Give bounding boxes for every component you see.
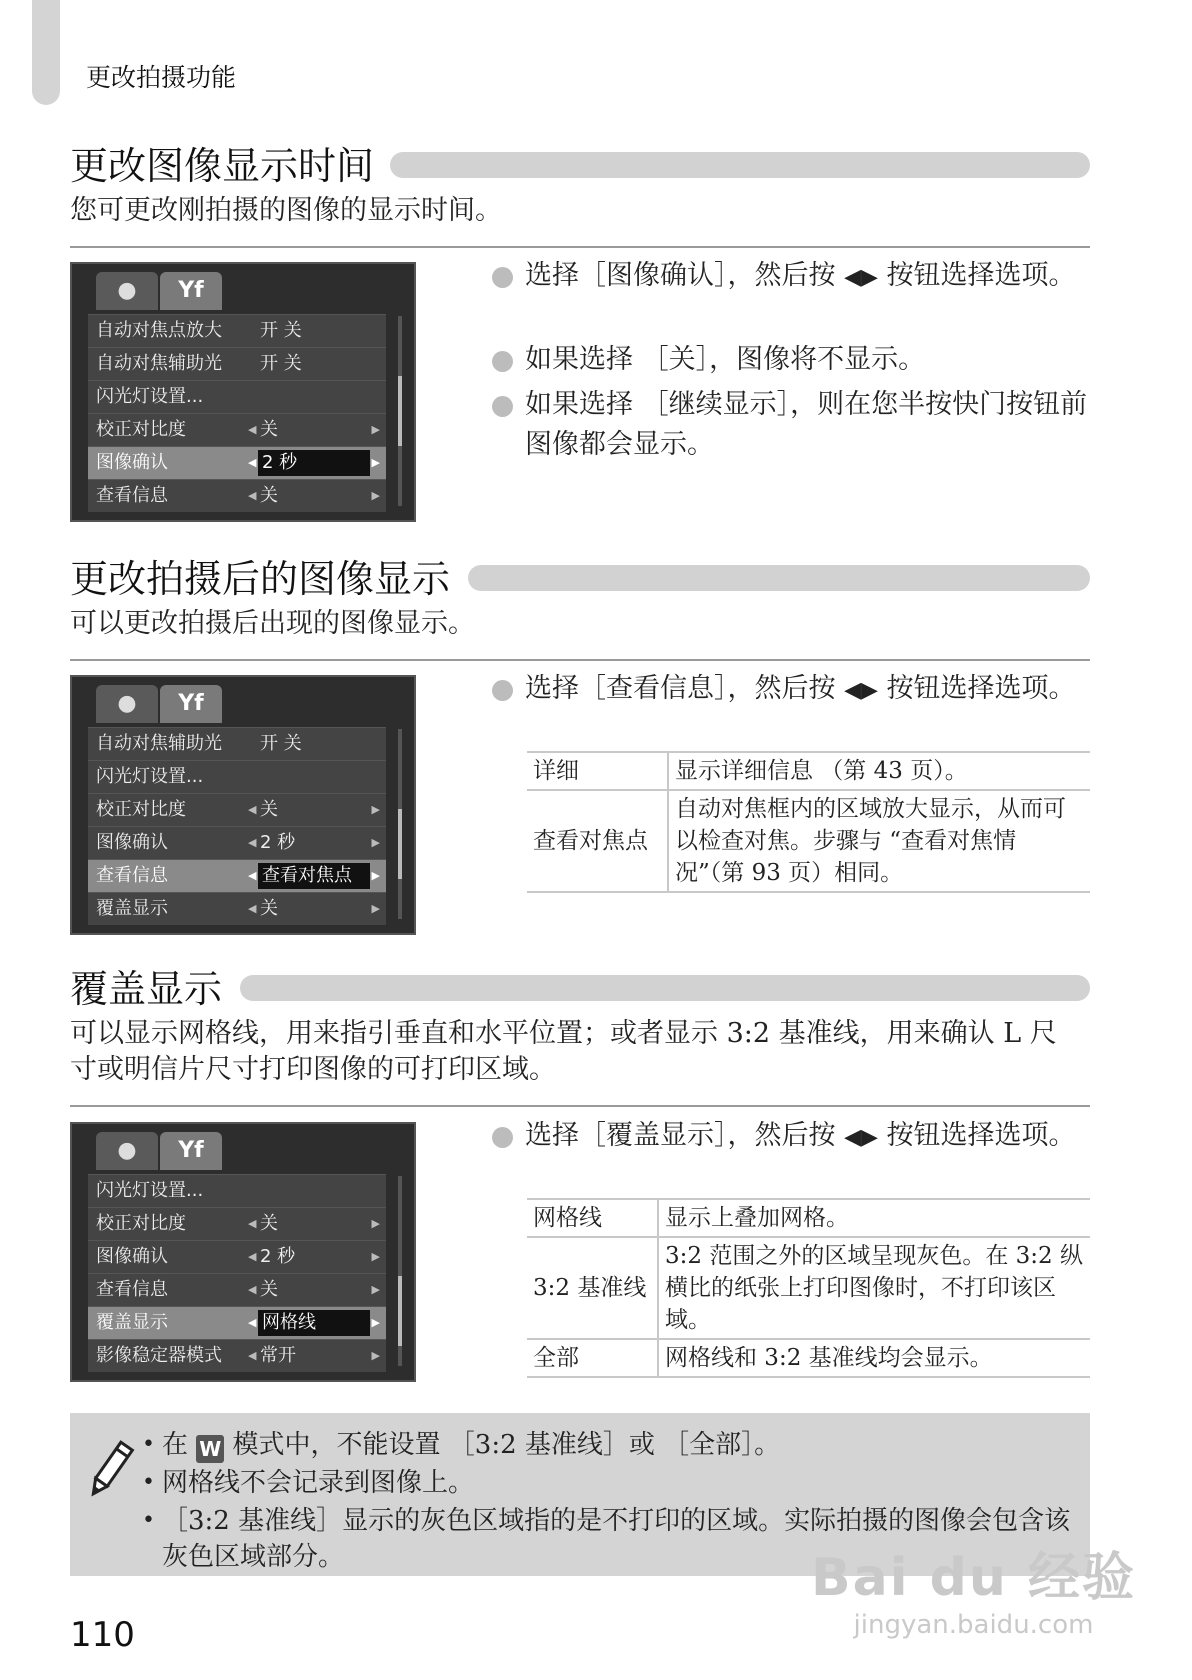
camera-tab-icon: ● (96, 272, 158, 310)
table-key: 全部 (527, 1339, 658, 1377)
table-desc: 网格线和 3:2 基准线均会显示。 (658, 1339, 1090, 1377)
menu-row: 闪光灯设置... (88, 380, 386, 413)
table-key: 3:2 基准线 (527, 1237, 658, 1339)
menu-row: 图像确认 ◀ 2 秒 ▶ (88, 826, 386, 859)
left-arrow-icon: ◀ (248, 869, 257, 882)
camera-menu-screen (70, 675, 416, 935)
menu-row: 图像确认 ◀ 2 秒 ▶ (88, 1240, 386, 1273)
table-desc: 自动对焦框内的区域放大显示，从而可以检查对焦。步骤与 “查看对焦情况”（第 93 页）相同。 (668, 790, 1090, 892)
instruction-text: 如果选择 ［继续显示］，则在您半按快门按钮前图像都会显示。 (525, 389, 1088, 460)
baidu-watermark (811, 1535, 1136, 1640)
options-table (527, 751, 1090, 893)
right-arrow-icon: ▶ (371, 489, 380, 502)
section-rule (70, 659, 1090, 661)
menu-row: 闪光灯设置... (88, 760, 386, 793)
menu-row: 校正对比度 ◀ 关 ▶ (88, 1207, 386, 1240)
note-bullet: • (142, 1508, 155, 1533)
section-title-bar (390, 152, 1090, 178)
section-title-post-shot-display: 更改拍摄后的图像显示 (70, 557, 451, 601)
section-rule (70, 246, 1090, 248)
instruction-text: 选择［图像确认］，然后按 ◀▶ 按钮选择选项。 (525, 260, 1076, 291)
right-arrow-icon: ▶ (371, 1349, 380, 1362)
running-header: 更改拍摄功能 (86, 63, 237, 92)
left-right-arrows-icon: ◀▶ (844, 265, 878, 290)
table-desc: 显示上叠加网格。 (658, 1199, 1090, 1237)
left-arrow-icon: ◀ (248, 836, 257, 849)
watermark-url: jingyan.baidu.com (853, 1610, 1094, 1640)
table-key: 详细 (527, 752, 668, 790)
left-arrow-icon: ◀ (248, 1349, 257, 1362)
left-arrow-icon: ◀ (248, 456, 257, 469)
right-arrow-icon: ▶ (371, 456, 380, 469)
watermark-logo-text: Bai du 经验 (811, 1548, 1136, 1608)
right-arrow-icon: ▶ (371, 869, 380, 882)
section-description: 可以显示网格线，用来指引垂直和水平位置；或者显示 3:2 基准线，用来确认 L 尺寸或明信片尺寸打印图像的可打印区域。 (70, 1018, 1057, 1085)
right-arrow-icon: ▶ (371, 1283, 380, 1296)
table-row (527, 1339, 1090, 1377)
pencil-note-icon (84, 1439, 136, 1501)
menu-row-selected: 图像确认 ◀ 2 秒 ▶ (88, 446, 386, 479)
right-arrow-icon: ▶ (371, 1250, 380, 1263)
right-arrow-icon: ▶ (371, 902, 380, 915)
left-arrow-icon: ◀ (248, 489, 257, 502)
note-item: • 网格线不会记录到图像上。 (162, 1465, 474, 1501)
note-bullet: • (142, 1470, 155, 1495)
menu-row: 校正对比度 ◀ 关 ▶ (88, 413, 386, 446)
page-number: 110 (70, 1615, 135, 1655)
table-key: 查看对焦点 (527, 790, 668, 892)
settings-tab-icon: Yf (160, 1132, 222, 1170)
bullet-icon (492, 267, 513, 288)
section-title-display-time: 更改图像显示时间 (70, 144, 375, 188)
right-arrow-icon: ▶ (371, 423, 380, 436)
menu-row: 自动对焦辅助光 开 关 (88, 347, 386, 380)
table-desc: 显示详细信息 （第 43 页）。 (668, 752, 1090, 790)
section-rule (70, 1105, 1090, 1107)
table-row (527, 1199, 1090, 1237)
table-desc: 3:2 范围之外的区域呈现灰色。在 3:2 纵横比的纸张上打印图像时，不打印该区域。 (658, 1237, 1090, 1339)
note-item: • ［3:2 基准线］显示的灰色区域指的是不打印的区域。实际拍摄的图像会包含该灰色区域部分。 (162, 1503, 1072, 1575)
bullet-icon (492, 351, 513, 372)
menu-row-selected: 覆盖显示 ◀ 网格线 ▶ (88, 1306, 386, 1339)
left-right-arrows-icon: ◀▶ (844, 678, 878, 703)
right-arrow-icon: ▶ (371, 1316, 380, 1329)
bullet-icon (492, 396, 513, 417)
bullet-icon (492, 1127, 513, 1148)
menu-row: 校正对比度 ◀ 关 ▶ (88, 793, 386, 826)
menu-scrollbar (398, 729, 402, 919)
settings-tab-icon: Yf (160, 272, 222, 310)
menu-row: 自动对焦点放大 开 关 (88, 314, 386, 347)
wide-mode-icon: W (196, 1435, 224, 1463)
settings-tab-icon: Yf (160, 685, 222, 723)
left-arrow-icon: ◀ (248, 803, 257, 816)
instruction-text: 选择［覆盖显示］，然后按 ◀▶ 按钮选择选项。 (525, 1120, 1076, 1151)
section-title-bar (240, 975, 1090, 1001)
table-row (527, 752, 1090, 790)
note-bullet: • (142, 1432, 155, 1457)
section-description: 您可更改刚拍摄的图像的显示时间。 (70, 195, 502, 226)
side-tab-marker (32, 0, 60, 105)
options-table (527, 1198, 1090, 1378)
left-arrow-icon: ◀ (248, 1316, 257, 1329)
right-arrow-icon: ▶ (371, 803, 380, 816)
left-right-arrows-icon: ◀▶ (844, 1125, 878, 1150)
menu-row: 自动对焦辅助光 开 关 (88, 727, 386, 760)
left-arrow-icon: ◀ (248, 423, 257, 436)
table-key: 网格线 (527, 1199, 658, 1237)
camera-menu-screen (70, 1122, 416, 1382)
menu-row: 查看信息 ◀ 关 ▶ (88, 1273, 386, 1306)
menu-scrollbar (398, 1176, 402, 1366)
left-arrow-icon: ◀ (248, 1250, 257, 1263)
section-title-overlay-display: 覆盖显示 (70, 967, 223, 1011)
camera-tab-icon: ● (96, 1132, 158, 1170)
instruction-text: 选择［查看信息］，然后按 ◀▶ 按钮选择选项。 (525, 673, 1076, 704)
instruction-text: 如果选择 ［关］，图像将不显示。 (525, 344, 926, 375)
menu-row: 闪光灯设置... (88, 1174, 386, 1207)
section-title-bar (468, 565, 1090, 591)
bullet-icon (492, 680, 513, 701)
section-description: 可以更改拍摄后出现的图像显示。 (70, 608, 475, 639)
left-arrow-icon: ◀ (248, 902, 257, 915)
menu-row: 覆盖显示 ◀ 关 ▶ (88, 892, 386, 925)
right-arrow-icon: ▶ (371, 836, 380, 849)
menu-scrollbar (398, 316, 402, 506)
camera-menu-screen (70, 262, 416, 522)
table-row (527, 790, 1090, 892)
right-arrow-icon: ▶ (371, 1217, 380, 1230)
camera-tab-icon: ● (96, 685, 158, 723)
left-arrow-icon: ◀ (248, 1217, 257, 1230)
left-arrow-icon: ◀ (248, 1283, 257, 1296)
table-row (527, 1237, 1090, 1339)
menu-row: 影像稳定器模式 ◀ 常开 ▶ (88, 1339, 386, 1372)
note-item: • 在 W 模式中，不能设置 ［3:2 基准线］或 ［全部］。 (162, 1427, 780, 1463)
menu-row: 查看信息 ◀ 关 ▶ (88, 479, 386, 512)
menu-row-selected: 查看信息 ◀ 查看对焦点 ▶ (88, 859, 386, 892)
